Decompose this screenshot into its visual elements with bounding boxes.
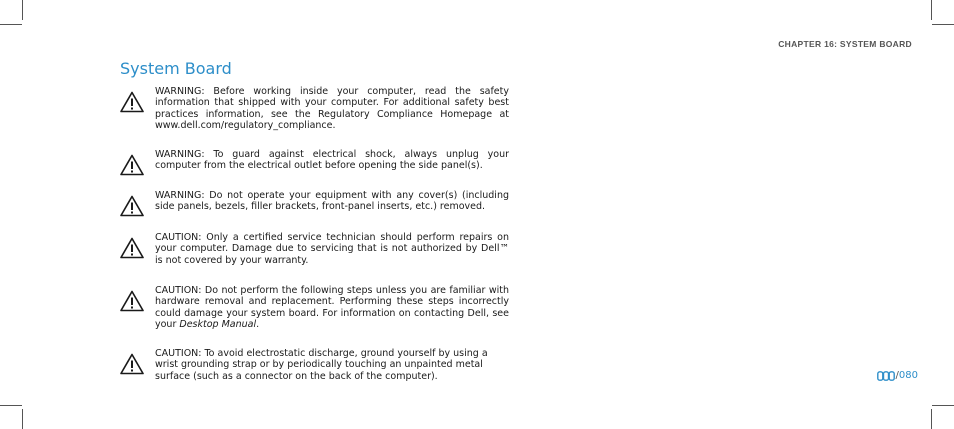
crop-mark	[0, 24, 22, 25]
page-number-value: 080	[898, 370, 918, 381]
crop-mark	[22, 0, 23, 20]
notice-text-main: CAUTION: Do not perform the following steps unless you are familiar with hardware removal and replacement. Performing these steps incorrectly could damage your system board. For information on contacting Dell, see your	[155, 285, 509, 331]
notice-text: CAUTION: Only a certified service technician should perform repairs on your computer. Damage due to servicing that is not authorized by Dell™ is not covered by your warranty.	[155, 232, 509, 266]
crop-mark	[931, 409, 932, 429]
notice-text: CAUTION: To avoid electrostatic discharge, ground yourself by using a wrist grounding strap or by periodically touching an unpainted metal surface (such as a connector on the back of the computer).	[155, 348, 488, 382]
page-number	[877, 370, 918, 381]
warning-triangle-icon	[120, 154, 144, 176]
notice-text: WARNING: Do not operate your equipment with any cover(s) (including side panels, bezels, filler brackets, front-panel inserts, etc.) removed.	[155, 190, 509, 213]
notice-text: WARNING: To guard against electrical shock, always unplug your computer from the electrical outlet before opening the side panel(s).	[155, 149, 509, 172]
crop-mark	[22, 409, 23, 429]
warning-triangle-icon	[120, 290, 144, 312]
warning-triangle-icon	[120, 237, 144, 259]
crop-mark	[0, 405, 22, 406]
crop-mark	[932, 405, 954, 406]
section-title: System Board	[120, 59, 232, 78]
notice-text-end: .	[256, 319, 260, 331]
warning-triangle-icon	[120, 91, 144, 113]
crop-mark	[931, 0, 932, 20]
page-separator: /	[895, 370, 899, 381]
notice-text: WARNING: Before working inside your computer, read the safety information that shipped with your computer. For additional safety best practices information, see the Regulatory Compliance Homepage at www.dell.com/regulatory_compliance.	[155, 86, 509, 132]
chapter-header: CHAPTER 16: SYSTEM BOARD	[778, 39, 912, 49]
notice-text	[155, 285, 509, 331]
alienware-logo-icon	[877, 371, 895, 381]
warning-triangle-icon	[120, 195, 144, 217]
crop-mark	[932, 24, 954, 25]
warning-triangle-icon	[120, 353, 144, 375]
desktop-manual-reference: Desktop Manual	[179, 319, 257, 331]
